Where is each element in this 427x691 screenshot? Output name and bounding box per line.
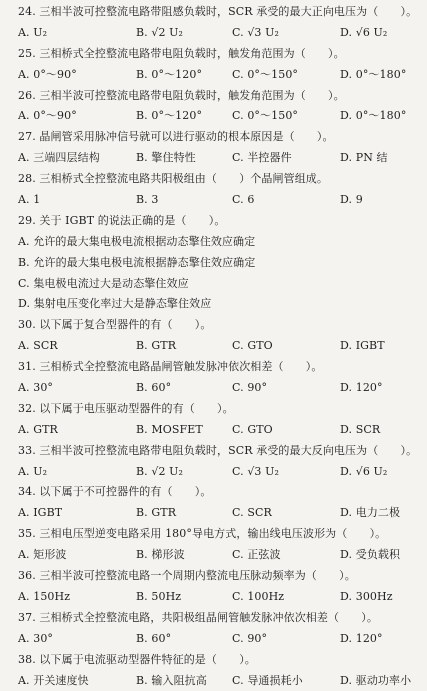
answer-options-row xyxy=(18,190,427,211)
answer-option: A. 30° xyxy=(18,629,53,650)
question-stem: 34. 以下属于不可控器件的有（ ）。 xyxy=(18,482,427,503)
answer-option: B. GTR xyxy=(136,336,176,357)
answer-option: A. U₂ xyxy=(18,23,47,44)
answer-option: D. 驱动功率小 xyxy=(340,671,411,691)
answer-option: D. SCR xyxy=(340,420,380,441)
question-stem: 27. 晶闸管采用脉冲信号就可以进行驱动的根本原因是（ ）。 xyxy=(18,127,427,148)
question-stem: 29. 关于 IGBT 的说法正确的是（ ）。 xyxy=(18,211,427,232)
answer-option: D. IGBT xyxy=(340,336,385,357)
question-stem: 25. 三相桥式全控整流电路带电阻负载时，触发角范围为（ ）。 xyxy=(18,44,427,65)
answer-option: B. MOSFET xyxy=(136,420,203,441)
answer-option: A. 矩形波 xyxy=(18,545,67,566)
question-stem: 37. 三相桥式全控整流电路，共阳极组晶闸管触发脉冲依次相差（ ）。 xyxy=(18,608,427,629)
answer-option-line: A. 允许的最大集电极电流根据动态擎住效应确定 xyxy=(18,232,427,253)
answer-option: C. 0°～150° xyxy=(232,65,298,86)
answer-option: C. 90° xyxy=(232,629,267,650)
answer-option: C. GTO xyxy=(232,336,273,357)
answer-options-row xyxy=(18,378,427,399)
answer-option: C. 6 xyxy=(232,190,254,211)
answer-options-row xyxy=(18,629,427,650)
answer-option: B. 60° xyxy=(136,629,171,650)
answer-options-row xyxy=(18,106,427,127)
question-stem: 30. 以下属于复合型器件的有（ ）。 xyxy=(18,315,427,336)
answer-options-row xyxy=(18,420,427,441)
answer-option: D. 9 xyxy=(340,190,363,211)
answer-option: C. √3 U₂ xyxy=(232,462,279,483)
answer-option: C. 100Hz xyxy=(232,587,284,608)
answer-option-line: D. 集射电压变化率过大是静态擎住效应 xyxy=(18,294,427,315)
answer-option: B. 输入阻抗高 xyxy=(136,671,207,691)
answer-option: D. 0°～180° xyxy=(340,65,406,86)
answer-option: A. 0°～90° xyxy=(18,106,77,127)
question-stem: 31. 三相桥式全控整流电路晶闸管触发脉冲依次相差（ ）。 xyxy=(18,357,427,378)
answer-option: A. 开关速度快 xyxy=(18,671,89,691)
answer-option: B. 梯形波 xyxy=(136,545,185,566)
answer-option: C. √3 U₂ xyxy=(232,23,279,44)
answer-option: D. √6 U₂ xyxy=(340,462,387,483)
question-stem: 26. 三相半波可控整流电路带电阻负载时，触发角范围为（ ）。 xyxy=(18,86,427,107)
answer-option: A. 30° xyxy=(18,378,53,399)
answer-option: D. 120° xyxy=(340,378,383,399)
answer-option: B. GTR xyxy=(136,503,176,524)
answer-option: D. √6 U₂ xyxy=(340,23,387,44)
answer-option: C. 半控器件 xyxy=(232,148,292,169)
answer-option: A. GTR xyxy=(18,420,58,441)
answer-option: D. 电力二极 xyxy=(340,503,400,524)
question-stem: 33. 三相半波可控整流电路带电阻负载时，SCR 承受的最大反向电压为（ ）。 xyxy=(18,441,427,462)
answer-option: A. 150Hz xyxy=(18,587,70,608)
answer-option: C. 0°～150° xyxy=(232,106,298,127)
answer-option: B. √2 U₂ xyxy=(136,462,183,483)
answer-options-row xyxy=(18,587,427,608)
answer-option: C. GTO xyxy=(232,420,273,441)
answer-option: A. U₂ xyxy=(18,462,47,483)
answer-option: C. SCR xyxy=(232,503,272,524)
answer-option: C. 导通损耗小 xyxy=(232,671,303,691)
answer-option: A. 0°～90° xyxy=(18,65,77,86)
answer-options-row xyxy=(18,545,427,566)
question-stem: 32. 以下属于电压驱动型器件的有（ ）。 xyxy=(18,399,427,420)
answer-option: D. 0°～180° xyxy=(340,106,406,127)
answer-option-line: C. 集电极电流过大是动态擎住效应 xyxy=(18,274,427,295)
question-stem: 28. 三相桥式全控整流电路共阳极组由（ ）个晶闸管组成。 xyxy=(18,169,427,190)
answer-option: D. PN 结 xyxy=(340,148,388,169)
answer-option: D. 300Hz xyxy=(340,587,393,608)
question-stem: 36. 三相半波可控整流电路一个周期内整流电压脉动频率为（ ）。 xyxy=(18,566,427,587)
answer-option: C. 正弦波 xyxy=(232,545,281,566)
answer-options-row xyxy=(18,671,427,691)
answer-options-row xyxy=(18,148,427,169)
answer-options-row xyxy=(18,23,427,44)
answer-option: B. 擎住特性 xyxy=(136,148,196,169)
answer-option: B. 60° xyxy=(136,378,171,399)
answer-options-row xyxy=(18,462,427,483)
answer-option: A. IGBT xyxy=(18,503,62,524)
question-stem: 35. 三相电压型逆变电路采用 180°导电方式，输出线电压波形为（ ）。 xyxy=(18,524,427,545)
answer-option: B. 3 xyxy=(136,190,158,211)
answer-option: D. 受负载积 xyxy=(340,545,400,566)
answer-option: A. 三端四层结构 xyxy=(18,148,100,169)
answer-option: A. SCR xyxy=(18,336,58,357)
answer-option: B. 0°～120° xyxy=(136,65,202,86)
question-stem: 38. 以下属于电流驱动型器件特征的是（ ）。 xyxy=(18,650,427,671)
question-stem: 24. 三相半波可控整流电路带阻感负载时，SCR 承受的最大正向电压为（ ）。 xyxy=(18,2,427,23)
answer-option: B. 50Hz xyxy=(136,587,181,608)
answer-option: A. 1 xyxy=(18,190,40,211)
answer-options-row xyxy=(18,336,427,357)
answer-options-row xyxy=(18,503,427,524)
answer-option: C. 90° xyxy=(232,378,267,399)
answer-options-row xyxy=(18,65,427,86)
answer-option-line: B. 允许的最大集电极电流根据静态擎住效应确定 xyxy=(18,253,427,274)
answer-option: B. √2 U₂ xyxy=(136,23,183,44)
answer-option: B. 0°～120° xyxy=(136,106,202,127)
answer-option: D. 120° xyxy=(340,629,383,650)
